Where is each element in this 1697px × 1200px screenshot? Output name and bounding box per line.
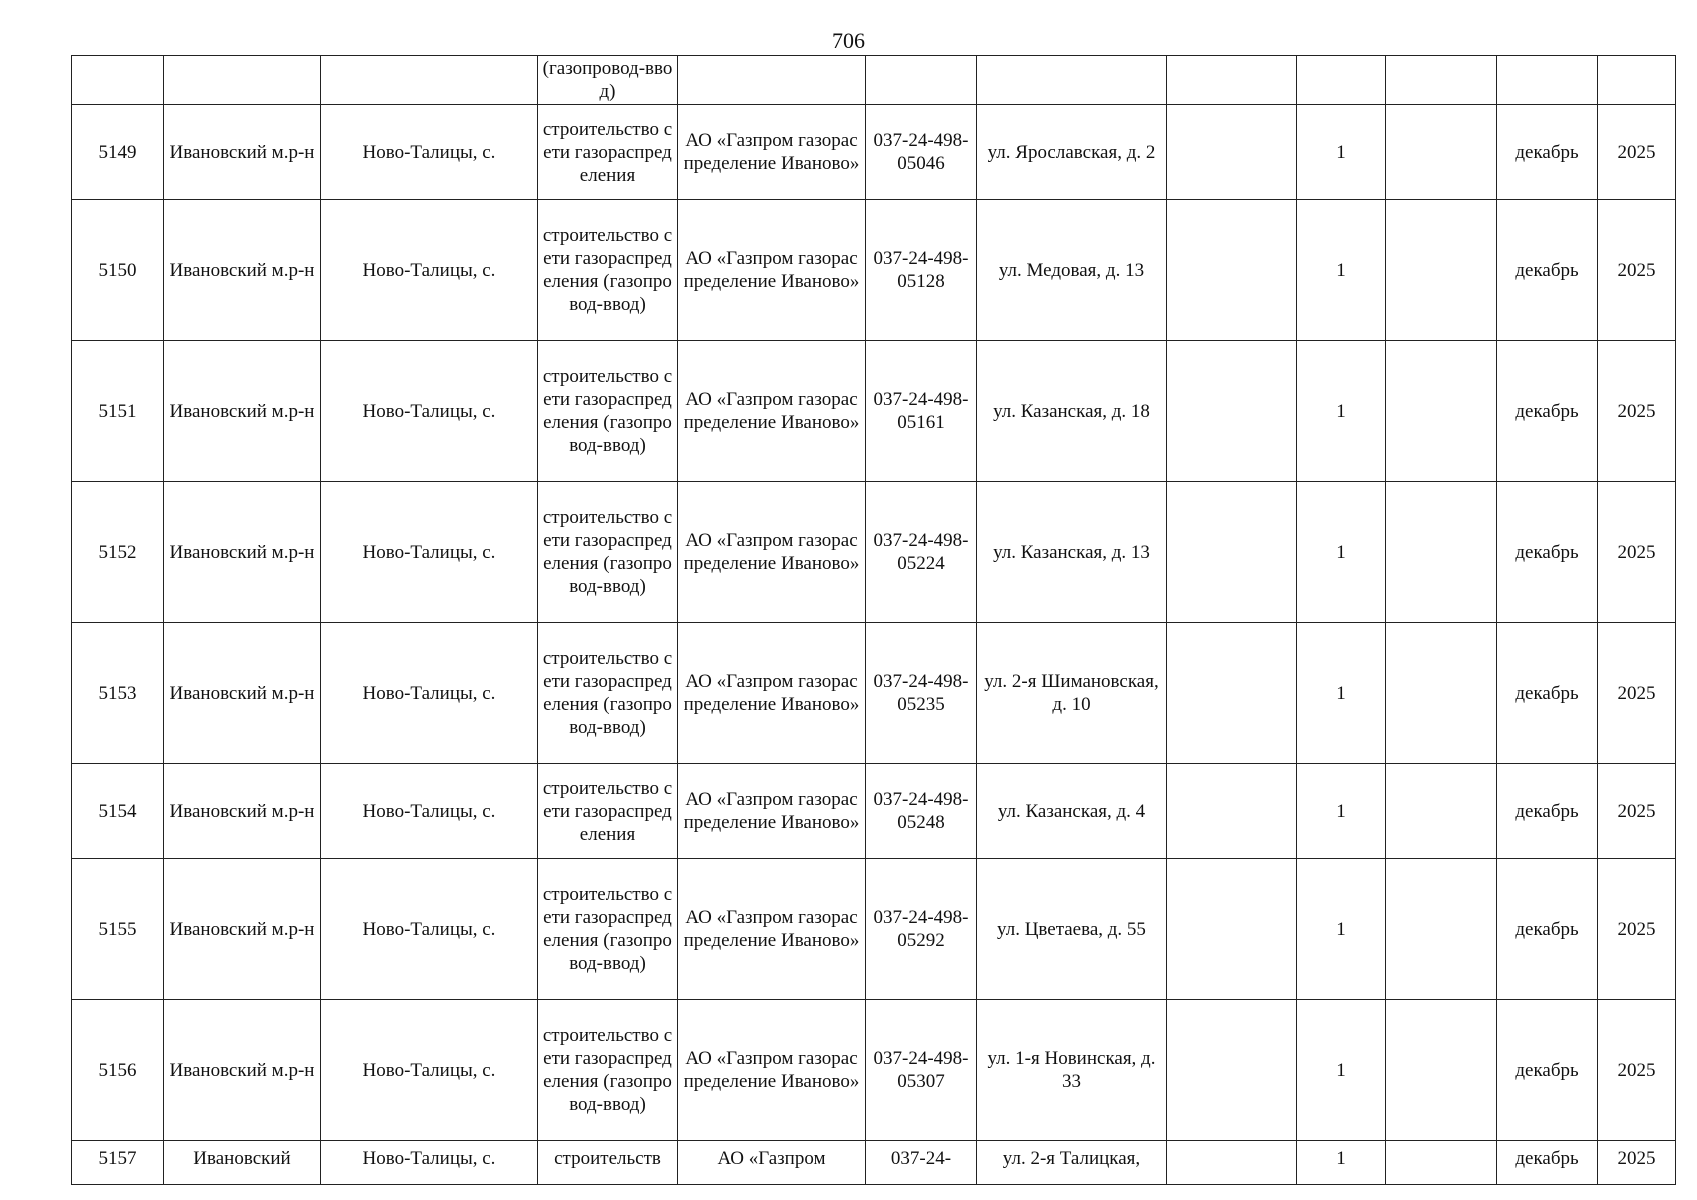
gas-connection-table	[71, 55, 1676, 1185]
cell-year	[1598, 56, 1676, 105]
cell-district: Ивановский м.р-н	[164, 1000, 321, 1141]
cell-code: 037-24-498-05292	[866, 859, 977, 1000]
cell-month: декабрь	[1497, 1141, 1598, 1185]
cell-settlement: Ново-Талицы, с.	[321, 859, 538, 1000]
cell-empty	[1386, 1141, 1497, 1185]
cell-work-type: строительство сети газораспределения	[538, 105, 678, 200]
cell-empty	[1386, 341, 1497, 482]
cell-work-type: строительство сети газораспределения	[538, 764, 678, 859]
cell-work-type: строительство сети газораспределения (газопровод-ввод)	[538, 859, 678, 1000]
cell-settlement: Ново-Талицы, с.	[321, 341, 538, 482]
table-row	[72, 105, 1676, 200]
cell-num: 5156	[72, 1000, 164, 1141]
cell-code: 037-24-498-05161	[866, 341, 977, 482]
cell-quantity: 1	[1297, 859, 1386, 1000]
cell-settlement: Ново-Талицы, с.	[321, 482, 538, 623]
cell-year: 2025	[1598, 764, 1676, 859]
cell-organization: АО «Газпром газораспределение Иваново»	[678, 105, 866, 200]
cell-organization: АО «Газпром газораспределение Иваново»	[678, 764, 866, 859]
cell-year: 2025	[1598, 482, 1676, 623]
table-row	[72, 1000, 1676, 1141]
cell-code: 037-24-498-05046	[866, 105, 977, 200]
cell-empty	[1167, 105, 1297, 200]
cell-month: декабрь	[1497, 623, 1598, 764]
cell-work-type: строительство сети газораспределения (газопровод-ввод)	[538, 1000, 678, 1141]
cell-empty	[1386, 1000, 1497, 1141]
cell-quantity: 1	[1297, 623, 1386, 764]
cell-address: ул. Казанская, д. 18	[977, 341, 1167, 482]
cell-empty	[1167, 1141, 1297, 1185]
cell-district: Ивановский м.р-н	[164, 482, 321, 623]
cell-organization: АО «Газпром газораспределение Иваново»	[678, 200, 866, 341]
cell-quantity: 1	[1297, 482, 1386, 623]
cell-settlement: Ново-Талицы, с.	[321, 1141, 538, 1185]
cell-num: 5150	[72, 200, 164, 341]
cell-year: 2025	[1598, 200, 1676, 341]
cell-address: ул. Казанская, д. 4	[977, 764, 1167, 859]
cell-empty	[1167, 859, 1297, 1000]
cell-organization	[678, 56, 866, 105]
cell-empty	[1167, 56, 1297, 105]
cell-empty	[1386, 482, 1497, 623]
table-row	[72, 341, 1676, 482]
cell-empty	[1386, 105, 1497, 200]
cell-address: ул. Ярославская, д. 2	[977, 105, 1167, 200]
cell-code: 037-24-	[866, 1141, 977, 1185]
cell-month: декабрь	[1497, 859, 1598, 1000]
cell-address: ул. 1-я Новинская, д. 33	[977, 1000, 1167, 1141]
cell-district: Ивановский м.р-н	[164, 859, 321, 1000]
cell-empty	[1386, 200, 1497, 341]
table-row	[72, 859, 1676, 1000]
cell-settlement	[321, 56, 538, 105]
cell-work-type: (газопровод-ввод)	[538, 56, 678, 105]
cell-address: ул. Медовая, д. 13	[977, 200, 1167, 341]
cell-address: ул. 2-я Талицкая,	[977, 1141, 1167, 1185]
cell-num: 5154	[72, 764, 164, 859]
cell-month: декабрь	[1497, 341, 1598, 482]
cell-quantity: 1	[1297, 105, 1386, 200]
cell-year: 2025	[1598, 1141, 1676, 1185]
cell-settlement: Ново-Талицы, с.	[321, 623, 538, 764]
cell-code: 037-24-498-05128	[866, 200, 977, 341]
cell-empty	[1167, 764, 1297, 859]
cell-empty	[1386, 56, 1497, 105]
cell-work-type: строительство сети газораспределения (газопровод-ввод)	[538, 341, 678, 482]
cell-organization: АО «Газпром газораспределение Иваново»	[678, 341, 866, 482]
table-row	[72, 200, 1676, 341]
cell-num: 5152	[72, 482, 164, 623]
cell-month: декабрь	[1497, 764, 1598, 859]
cell-settlement: Ново-Талицы, с.	[321, 200, 538, 341]
cell-year: 2025	[1598, 341, 1676, 482]
cell-empty	[1386, 764, 1497, 859]
cell-organization: АО «Газпром	[678, 1141, 866, 1185]
cell-empty	[1167, 623, 1297, 764]
cell-month: декабрь	[1497, 200, 1598, 341]
cell-district: Ивановский м.р-н	[164, 341, 321, 482]
cell-address: ул. 2-я Шимановская, д. 10	[977, 623, 1167, 764]
table-row	[72, 623, 1676, 764]
cell-year: 2025	[1598, 1000, 1676, 1141]
cell-district: Ивановский м.р-н	[164, 623, 321, 764]
cell-district: Ивановский м.р-н	[164, 764, 321, 859]
table-row	[72, 764, 1676, 859]
cell-num: 5157	[72, 1141, 164, 1185]
cell-empty	[1167, 200, 1297, 341]
cell-organization: АО «Газпром газораспределение Иваново»	[678, 1000, 866, 1141]
cell-address: ул. Казанская, д. 13	[977, 482, 1167, 623]
cell-district	[164, 56, 321, 105]
cell-code: 037-24-498-05248	[866, 764, 977, 859]
cell-settlement: Ново-Талицы, с.	[321, 1000, 538, 1141]
cell-empty	[1167, 341, 1297, 482]
cell-year: 2025	[1598, 105, 1676, 200]
cell-code	[866, 56, 977, 105]
cell-quantity: 1	[1297, 341, 1386, 482]
cell-work-type: строительств	[538, 1141, 678, 1185]
cell-quantity: 1	[1297, 200, 1386, 341]
cell-organization: АО «Газпром газораспределение Иваново»	[678, 482, 866, 623]
table-row	[72, 482, 1676, 623]
cell-month: декабрь	[1497, 1000, 1598, 1141]
cell-code: 037-24-498-05235	[866, 623, 977, 764]
cell-empty	[1167, 482, 1297, 623]
cell-empty	[1386, 623, 1497, 764]
cell-work-type: строительство сети газораспределения (газопровод-ввод)	[538, 623, 678, 764]
cell-num: 5149	[72, 105, 164, 200]
table-row-continuation	[72, 56, 1676, 105]
cell-month	[1497, 56, 1598, 105]
cell-num: 5153	[72, 623, 164, 764]
cell-organization: АО «Газпром газораспределение Иваново»	[678, 859, 866, 1000]
cell-quantity: 1	[1297, 1000, 1386, 1141]
cell-quantity: 1	[1297, 1141, 1386, 1185]
cell-num	[72, 56, 164, 105]
cell-num: 5151	[72, 341, 164, 482]
cell-year: 2025	[1598, 859, 1676, 1000]
page-number: 706	[832, 28, 865, 53]
cell-address	[977, 56, 1167, 105]
cell-work-type: строительство сети газораспределения (газопровод-ввод)	[538, 482, 678, 623]
cell-district: Ивановский м.р-н	[164, 105, 321, 200]
cell-district: Ивановский	[164, 1141, 321, 1185]
cell-quantity	[1297, 56, 1386, 105]
cell-settlement: Ново-Талицы, с.	[321, 105, 538, 200]
cell-empty	[1167, 1000, 1297, 1141]
cell-code: 037-24-498-05307	[866, 1000, 977, 1141]
cell-month: декабрь	[1497, 105, 1598, 200]
cell-district: Ивановский м.р-н	[164, 200, 321, 341]
cell-empty	[1386, 859, 1497, 1000]
cell-month: декабрь	[1497, 482, 1598, 623]
cell-code: 037-24-498-05224	[866, 482, 977, 623]
cell-num: 5155	[72, 859, 164, 1000]
cell-year: 2025	[1598, 623, 1676, 764]
cell-address: ул. Цветаева, д. 55	[977, 859, 1167, 1000]
cell-settlement: Ново-Талицы, с.	[321, 764, 538, 859]
cell-quantity: 1	[1297, 764, 1386, 859]
cell-work-type: строительство сети газораспределения (газопровод-ввод)	[538, 200, 678, 341]
table-row	[72, 1141, 1676, 1185]
cell-organization: АО «Газпром газораспределение Иваново»	[678, 623, 866, 764]
